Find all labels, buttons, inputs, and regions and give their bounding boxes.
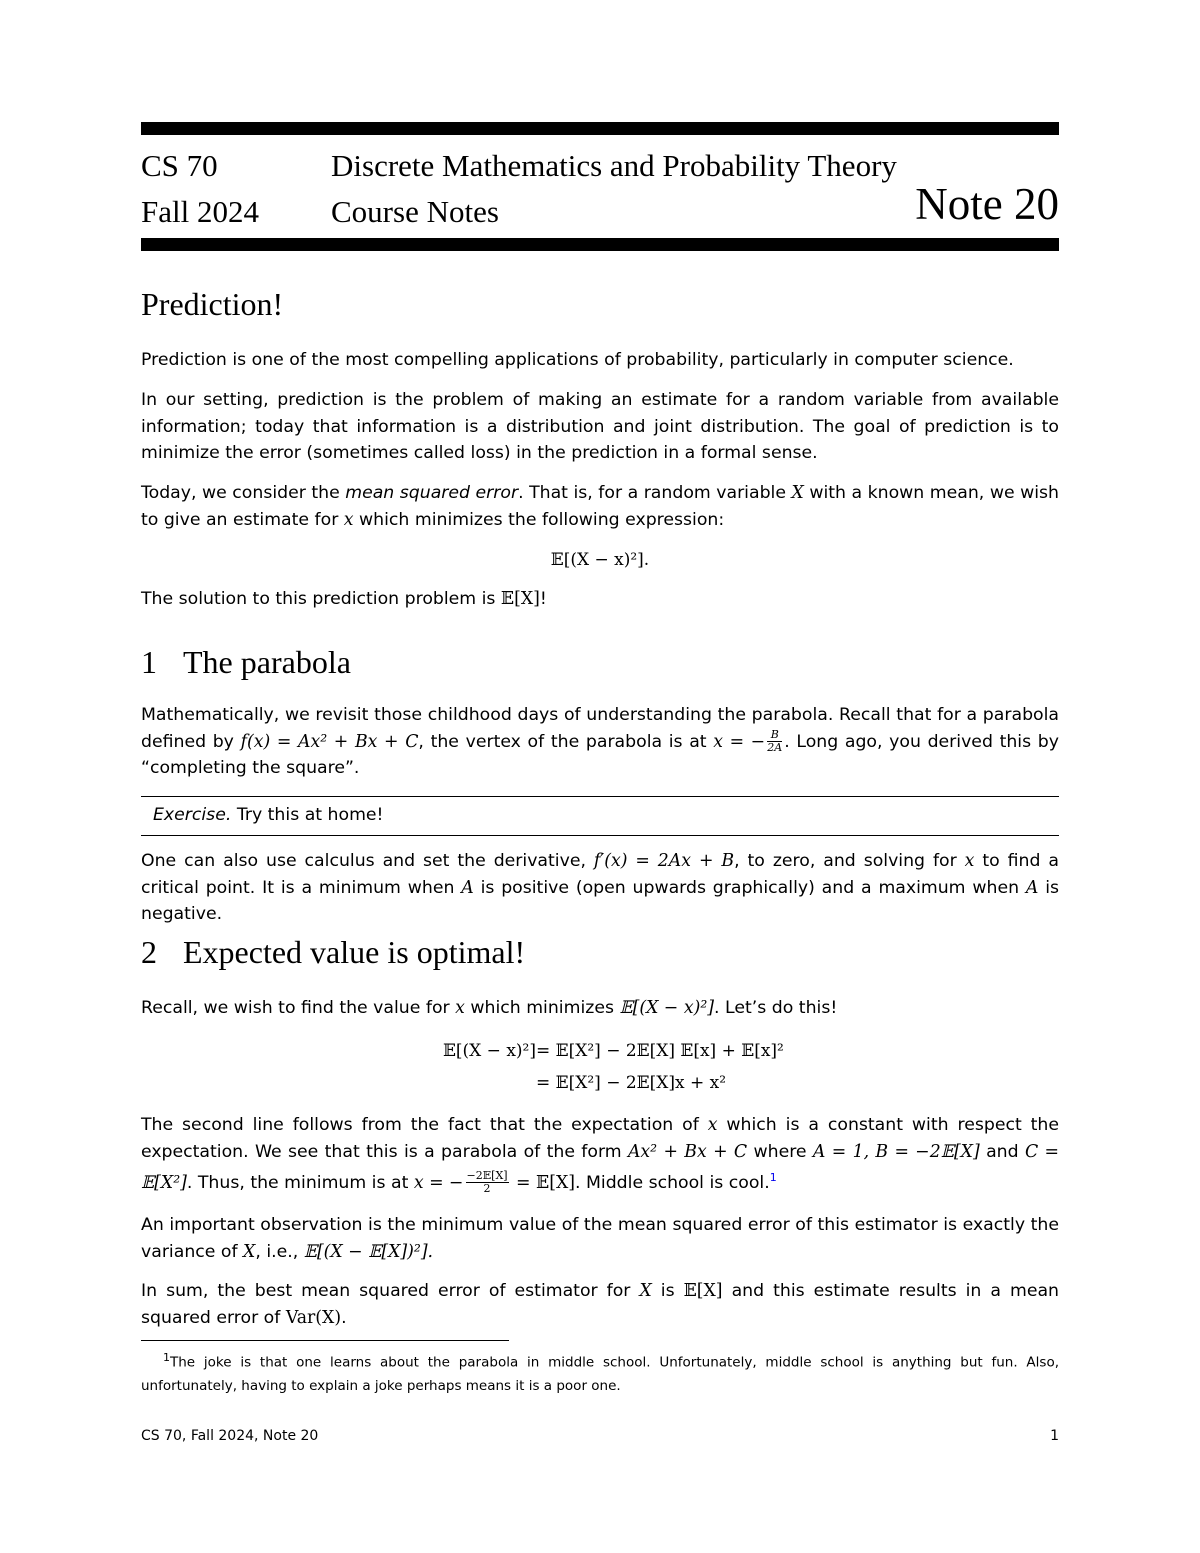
footer-label: CS 70, Fall 2024, Note 20 — [141, 1428, 319, 1444]
footnote — [141, 1346, 1059, 1398]
exercise-label: Exercise. — [153, 805, 232, 825]
mean-squared-error-term: mean squared error — [345, 483, 519, 503]
course-term: Fall 2024 — [141, 194, 259, 229]
course-title: Discrete Mathematics and Probability Theory — [331, 148, 897, 183]
section-2-paragraph-3: An important observation is the minimum value of the mean squared error of this estimator is exactly the variance of X, i.e., 𝔼[(X − 𝔼[X])²]. — [141, 1215, 1059, 1262]
equation-rhs-1: = 𝔼[X²] − 2𝔼[X] 𝔼[x] + 𝔼[x]² — [536, 1041, 784, 1061]
page-footer — [141, 1428, 1059, 1444]
footnote-mark: 1 — [163, 1351, 170, 1364]
header-bottom-rule — [141, 238, 1059, 251]
footnote-rule — [141, 1340, 509, 1341]
section-2-paragraph-1: Recall, we wish to find the value for x which minimizes 𝔼[(X − x)²]. Let’s do this! — [141, 998, 838, 1018]
course-code: CS 70 — [141, 148, 218, 183]
document-page — [141, 0, 1059, 1553]
section-2-title: Expected value is optimal! — [183, 934, 526, 970]
section-1-paragraph-2: One can also use calculus and set the derivative, f′(x) = 2Ax + B, to zero, and solving for x to find a critical point. It is a minimum when A is positive (open upwards graphically) and a maximum when A is negative. — [141, 851, 1059, 924]
section-1-number: 1 — [141, 644, 157, 680]
equation-lhs: 𝔼[(X − x)²] — [442, 1041, 536, 1061]
exercise-top-rule — [141, 796, 1059, 797]
intro-paragraph-2: In our setting, prediction is the problem of making an estimate for a random variable from available information; today that information is a distribution and joint distribution. The goal of prediction is to minimize the error (sometimes called loss) in the prediction in a formal sense. — [141, 390, 1059, 463]
intro-paragraph-4: The solution to this prediction problem is 𝔼[X]! — [141, 589, 547, 609]
footnote-text: The joke is that one learns about the parabola in middle school. Unfortunately, middle school is anything but fun. Also, unfortunately, having to explain a joke perhaps means it is a poor one. — [141, 1354, 1059, 1394]
section-2-heading — [141, 934, 525, 971]
exercise-box — [153, 802, 1053, 829]
section-2-paragraph-4: In sum, the best mean squared error of estimator for X is 𝔼[X] and this estimate results in a mean squared error of Var(X). — [141, 1281, 1060, 1328]
section-1-title: The parabola — [183, 644, 351, 680]
section-1-heading — [141, 644, 351, 681]
intro-heading: Prediction! — [141, 286, 284, 322]
page-number: 1 — [1050, 1428, 1059, 1444]
note-number: Note 20 — [915, 179, 1059, 229]
section-2-paragraph-2: The second line follows from the fact that the expectation of x which is a constant with respect the expectation. We see that this is a parabola of the form Ax² + Bx + C where A = 1, B = −2𝔼[X] and C = 𝔼[X²]. Thus, the minimum is at x = − $\frac{\text{−2𝔼[X]}}{2}$ = 𝔼[X]. Middle school is cool.$^1$ — [141, 1115, 1060, 1196]
exercise-bottom-rule — [141, 835, 1059, 836]
equation-mse: 𝔼[(X − x)²]. — [550, 550, 650, 570]
vertex-fraction: $\frac{B}{2A}$ — [767, 728, 783, 754]
equation-rhs-2: = 𝔼[X²] − 2𝔼[X]x + x² — [536, 1073, 727, 1093]
section-1-paragraph-1: Mathematically, we revisit those childhood days of understanding the parabola. Recall that for a parabola defined by f(x) = Ax² + Bx + C, the vertex of the parabola is at x = − $\frac{B}{2A}$ . Long ago, you derived this by “completing the square”. — [141, 705, 1059, 778]
intro-paragraph-3: Today, we consider the mean squared error. That is, for a random variable X with a known mean, we wish to give an estimate for x which minimizes the following expression: — [141, 483, 1059, 530]
section-2-number: 2 — [141, 934, 157, 970]
footnote-reference-link[interactable]: 1 — [769, 1171, 777, 1184]
header-top-rule — [141, 122, 1059, 135]
course-subtitle: Course Notes — [331, 194, 499, 229]
intro-paragraph-1: Prediction is one of the most compelling applications of probability, particularly in computer science. — [141, 350, 1014, 370]
exercise-text: Try this at home! — [231, 805, 384, 825]
minimum-fraction: $\frac{\text{−2𝔼[X]}}{2}$ — [466, 1169, 508, 1196]
